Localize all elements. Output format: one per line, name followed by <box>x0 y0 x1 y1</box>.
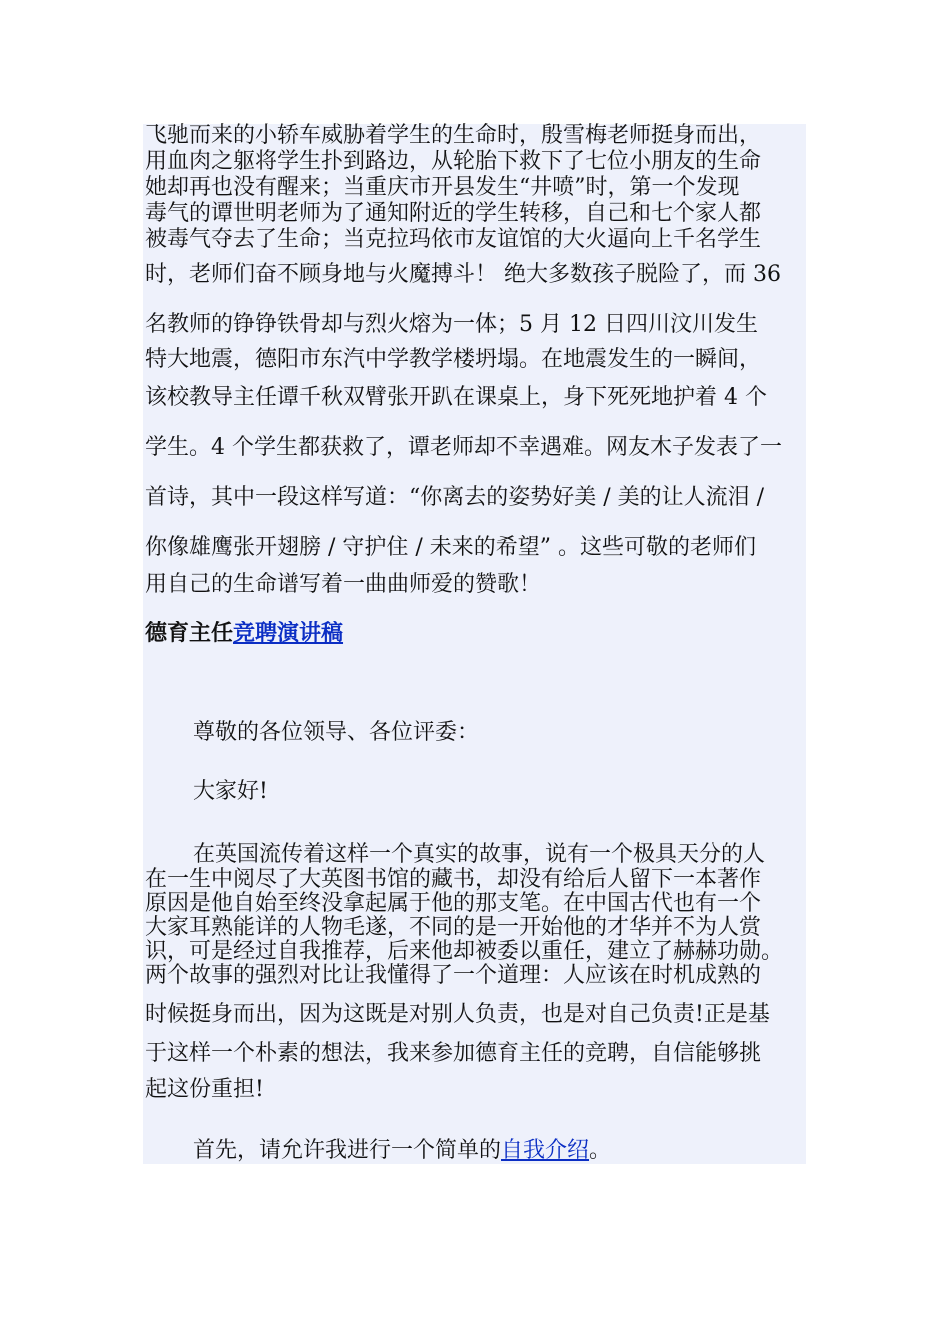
text-line: 她却再也没有醒来；当重庆市开县发生“井喷”时，第一个发现 <box>145 175 740 200</box>
text-line: 学生。4 个学生都获救了，谭老师却不幸遇难。网友木子发表了一 <box>145 435 782 460</box>
speech-draft-link[interactable]: 竞聘演讲稿 <box>233 621 344 646</box>
text-line: 特大地震，德阳市东汽中学教学楼坍塌。在地震发生的一瞬间， <box>145 347 762 372</box>
text-line: 识，可是经过自我推荐，后来他却被委以重任，建立了赫赫功勋。 <box>145 939 784 964</box>
text-line: 大家耳熟能详的人物毛遂，不同的是一开始他的才华并不为人赏 <box>145 915 762 940</box>
text-line: 两个故事的强烈对比让我懂得了一个道理：人应该在时机成熟的 <box>145 963 762 988</box>
closing-text: 首先，请允许我进行一个简单的 <box>193 1138 502 1163</box>
text-line: 在一生中阅尽了大英图书馆的藏书，却没有给后人留下一本著作 <box>145 867 762 892</box>
text-line: 名教师的铮铮铁骨却与烈火熔为一体；5 月 12 日四川汶川发生 <box>145 312 758 337</box>
text-line: 于这样一个朴素的想法，我来参加德育主任的竞聘，自信能够挑 <box>145 1041 762 1066</box>
text-line: 起这份重担! <box>145 1077 264 1102</box>
closing-line <box>193 1138 806 1164</box>
text-line: 被毒气夺去了生命；当克拉玛依市友谊馆的大火逼向上千名学生 <box>145 227 762 252</box>
text-line: 该校教导主任谭千秋双臂张开趴在课桌上，身下死死地护着 4 个 <box>145 385 767 410</box>
self-introduction-link[interactable]: 自我介绍 <box>501 1138 590 1163</box>
text-line: 用血肉之躯将学生扑到路边，从轮胎下救下了七位小朋友的生命 <box>145 149 762 174</box>
text-line: 在英国流传着这样一个真实的故事，说有一个极具天分的人 <box>193 842 766 867</box>
text-line: 你像雄鹰张开翅膀 / 守护住 / 未来的希望” 。这些可敬的老师们 <box>145 535 757 560</box>
text-line: 毒气的谭世明老师为了通知附近的学生转移，自己和七个家人都 <box>145 201 762 226</box>
section-heading <box>145 621 806 647</box>
salutation: 大家好! <box>193 779 268 804</box>
greeting: 尊敬的各位领导、各位评委： <box>193 720 480 745</box>
text-line: 时，老师们奋不顾身地与火魔搏斗！ 绝大多数孩子脱险了，而 36 <box>145 262 781 287</box>
text-line: 用自己的生命谱写着一曲曲师爱的赞歌！ <box>145 572 542 597</box>
text-line: 时候挺身而出，因为这既是对别人负责，也是对自己负责!正是基 <box>145 1002 770 1027</box>
text-line: 飞驰而来的小轿车威胁着学生的生命时，殷雪梅老师挺身而出， <box>145 123 762 148</box>
closing-punctuation: 。 <box>589 1138 612 1163</box>
heading-text: 德育主任 <box>145 621 234 646</box>
text-line: 原因是他自始至终没拿起属于他的那支笔。在中国古代也有一个 <box>145 891 762 916</box>
text-line: 首诗，其中一段这样写道：“你离去的姿势好美 / 美的让人流泪 / <box>145 485 765 510</box>
